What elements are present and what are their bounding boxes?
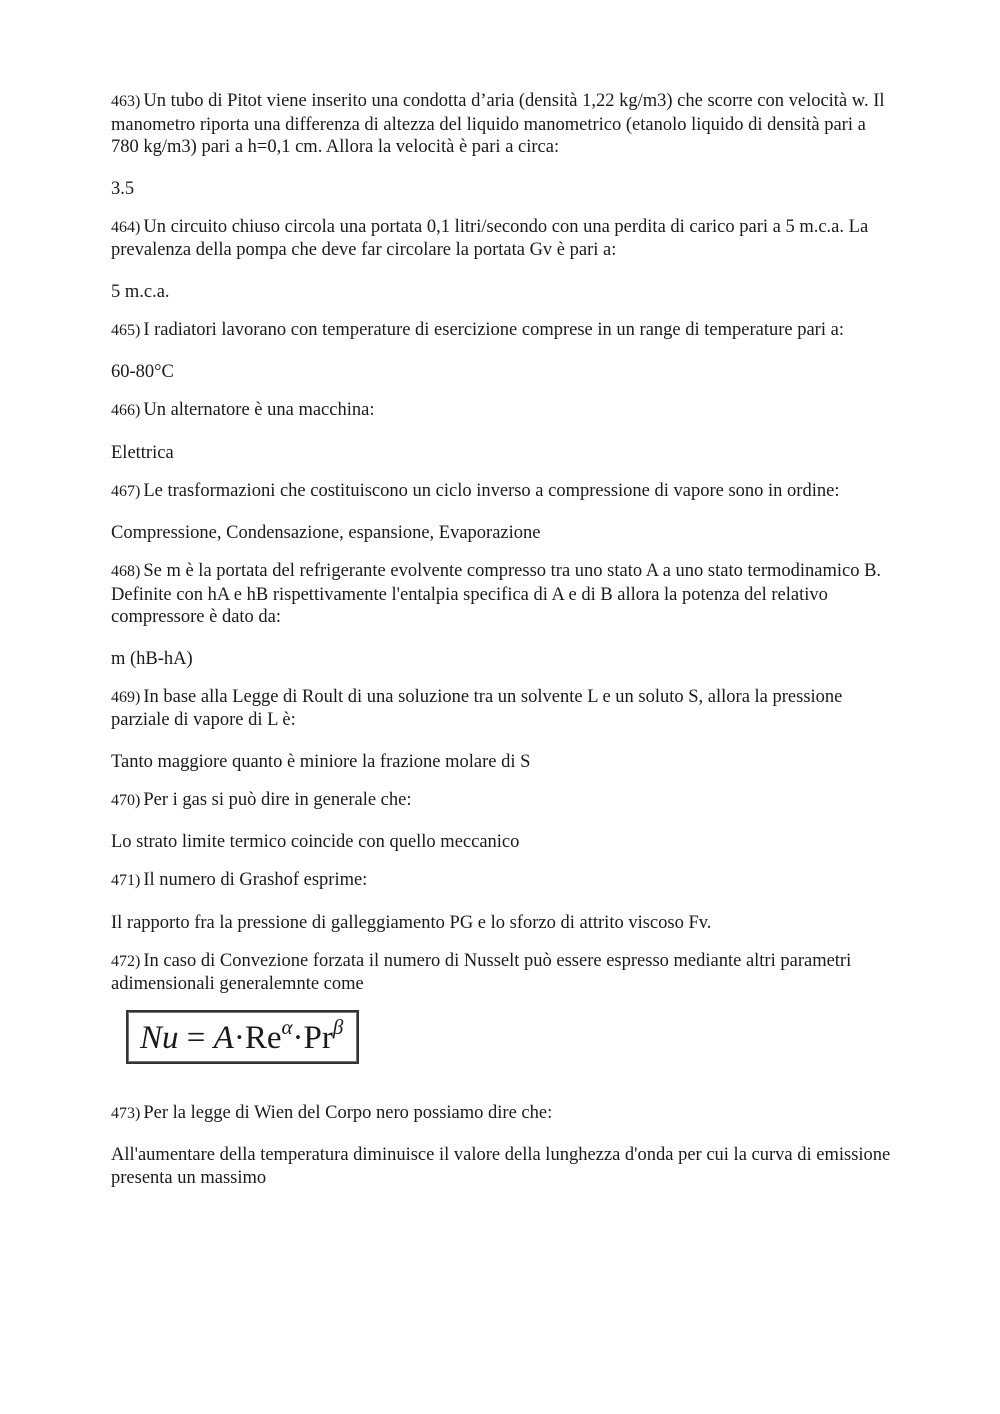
question-text: Un tubo di Pitot viene inserito una condotta d’aria (densità 1,22 kg/m3) che scorre con velocità w. Il manometro riporta una differenza di altezza del liquido manometrico (etanolo liquido di densità pari a 780 kg/m3) pari a h=0,1 cm. Allora la velocità è pari a circa: xyxy=(111,91,885,157)
question-number: 469) xyxy=(111,688,141,706)
answer-469: Tanto maggiore quanto è miniore la frazione molare di S xyxy=(111,751,531,772)
formula-dot: · xyxy=(292,1019,304,1056)
question-470 xyxy=(111,789,891,813)
formula-equals: = xyxy=(178,1019,214,1056)
formula-dot: · xyxy=(233,1019,245,1056)
answer-467: Compressione, Condensazione, espansione, Evaporazione xyxy=(111,523,541,543)
answer-470: Lo strato limite termico coincide con quello meccanico xyxy=(111,832,520,852)
question-473 xyxy=(111,1102,891,1126)
question-466 xyxy=(111,399,891,423)
formula-a: A xyxy=(213,1019,234,1056)
question-469 xyxy=(111,686,891,732)
question-number: 472) xyxy=(111,952,141,970)
question-number: 470) xyxy=(111,791,141,809)
question-468 xyxy=(111,560,891,629)
question-number: 466) xyxy=(111,402,141,419)
question-number: 464) xyxy=(111,218,141,236)
question-text: Un circuito chiuso circola una portata 0,1 litri/secondo con una perdita di carico pari a 5 m.c.a. La prevalenza della pompa che deve far circolare la portata Gv è pari a: xyxy=(111,216,869,260)
answer-463: 3.5 xyxy=(111,178,135,199)
question-number: 471) xyxy=(111,872,141,889)
formula-re: Re xyxy=(244,1019,282,1056)
question-text: Se m è la portata del refrigerante evolvente compresso tra uno stato A a uno stato termodinamico B. Definite con hA e hB rispettivamente l'entalpia specifica di A e di B allora la potenza del relativo compressore è dato da: xyxy=(111,561,882,627)
answer-465: 60-80°C xyxy=(111,362,174,382)
question-number: 468) xyxy=(111,563,141,580)
question-text: Per la legge di Wien del Corpo nero possiamo dire che: xyxy=(143,1102,553,1123)
question-number: 467) xyxy=(111,482,141,500)
answer-468: m (hB-hA) xyxy=(111,648,193,669)
question-text: I radiatori lavorano con temperature di esercizione comprese in un range di temperature pari a: xyxy=(143,319,844,340)
question-472 xyxy=(111,950,891,996)
question-text: In base alla Legge di Roult di una soluzione tra un solvente L e un soluto S, allora la pressione parziale di vapore di L è: xyxy=(111,686,843,730)
question-text: Il numero di Grashof esprime: xyxy=(143,870,368,890)
answer-466: Elettrica xyxy=(111,442,174,463)
question-471 xyxy=(111,869,891,893)
question-number: 463) xyxy=(111,93,141,110)
question-467 xyxy=(111,480,891,504)
question-text: Un alternatore è una macchina: xyxy=(143,400,375,420)
question-463 xyxy=(111,90,891,159)
formula-nu: Nu xyxy=(140,1019,179,1056)
question-number: 473) xyxy=(111,1104,141,1122)
formula-alpha: α xyxy=(281,1014,293,1039)
formula-beta: β xyxy=(332,1014,344,1039)
question-465 xyxy=(111,319,891,343)
nusselt-formula-image xyxy=(126,1010,359,1064)
question-text: In caso di Convezione forzata il numero di Nusselt può essere espresso mediante altri parametri adimensionali generalemnte come xyxy=(111,950,852,994)
question-text: Per i gas si può dire in generale che: xyxy=(143,789,412,810)
question-464 xyxy=(111,216,891,262)
answer-471: Il rapporto fra la pressione di galleggiamento PG e lo sforzo di attrito viscoso Fv. xyxy=(111,912,712,933)
question-text: Le trasformazioni che costituiscono un ciclo inverso a compressione di vapore sono in ordine: xyxy=(143,480,840,501)
formula-pr: Pr xyxy=(303,1019,333,1056)
question-number: 465) xyxy=(111,321,141,339)
document-page xyxy=(111,90,891,1205)
answer-464: 5 m.c.a. xyxy=(111,281,170,302)
answer-473: All'aumentare della temperatura diminuisce il valore della lunghezza d'onda per cui la curva di emissione presenta un massimo xyxy=(111,1145,891,1188)
